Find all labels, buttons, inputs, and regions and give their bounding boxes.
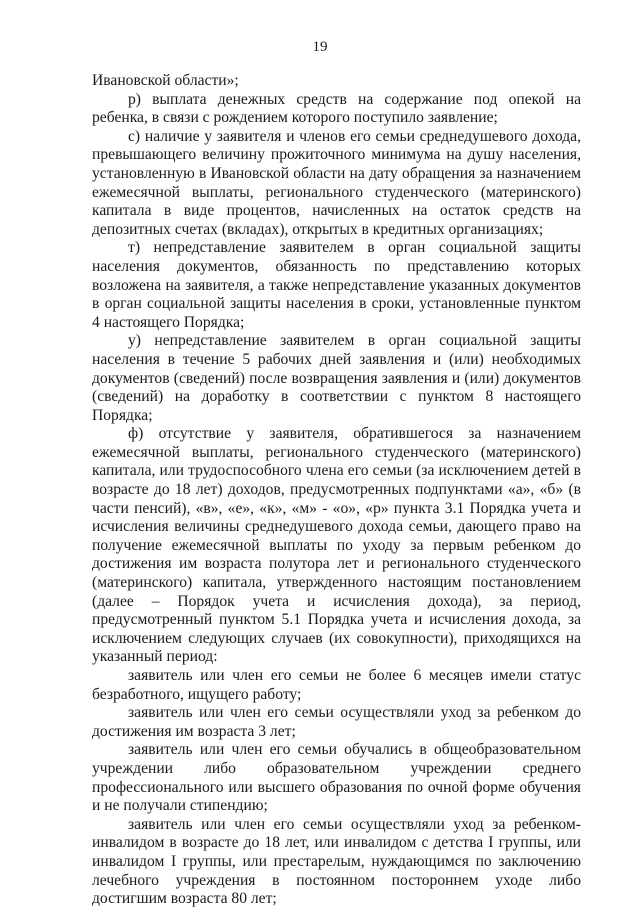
paragraph-exception-students: заявитель или член его семьи обучались в общеобразовательном учреждении либо образовательном учреждении среднего профессионального или высшего образования по очной форме обучения и не получали стипендию; [92,741,581,815]
paragraph-exception-care-disabled: заявитель или член его семьи осуществляли уход за ребенком-инвалидом в возрасте до 18 лет, или инвалидом с детства I группы, или инвалидом I группы, или престарелым, нуждающимся по заключению лечебного учреждения в постоянном постороннем уходе либо достигшим возраста 80 лет; [92,815,581,908]
paragraph-exception-unemployed: заявитель или член его семьи не более 6 месяцев имели статус безработного, ищущего работу; [92,667,581,703]
paragraph-item-t: т) непредставление заявителем в орган социальной защиты населения документов, обязанность по представлению которых возложена на заявителя, а также непредставление указанных документов в орган социальной защиты населения в сроки, установленные пунктом 4 настоящего Порядка; [92,239,581,331]
page-number: 19 [312,39,328,55]
paragraph-item-s: с) наличие у заявителя и членов его семьи среднедушевого дохода, превышающего величину прожиточного минимума на душу населения, установленную в Ивановской области на дату обращения за назначением ежемесячной выплаты, регионального студенческого (материнского) капитала в виде процентов, начисленных на остаток средств на депозитных счетах (вкладах), открытых в кредитных организациях; [92,127,581,238]
document-body [92,72,581,909]
paragraph-item-f: ф) отсутствие у заявителя, обратившегося за назначением ежемесячной выплаты, регионального студенческого (материнского) капитала, или трудоспособного члена его семьи (за исключением детей в возрасте до 18 лет) доходов, предусмотренных подпунктами «а», «б» (в части пенсий), «в», «е», «к», «м» - «о», «р» пункта 3.1 Порядка учета и исчисления величины среднедушевого дохода семьи, дающего право на получение ежемесячной выплаты по уходу за первым ребенком до достижения им возраста полутора лет и регионального студенческого (материнского) капитала, утвержденного настоящим постановлением (далее – Порядок учета и исчисления дохода), за период, предусмотренный пунктом 5.1 Порядка учета и исчисления дохода, за исключением следующих случаев (их совокупности), приходящихся на указанный период: [92,425,581,666]
paragraph-exception-childcare: заявитель или член его семьи осуществляли уход за ребенком до достижения им возраста 3 лет; [92,704,581,740]
paragraph-item-r: р) выплата денежных средств на содержание под опекой на ребенка, в связи с рождением которого поступило заявление; [92,90,581,127]
paragraph-continuation: Ивановской области»; [92,72,239,89]
paragraph-item-u: у) непредставление заявителем в орган социальной защиты населения в течение 5 рабочих дней заявления и (или) необходимых документов (сведений) после возвращения заявления и (или) документов (сведений) на доработку в соответствии с пунктом 8 настоящего Порядка; [92,332,581,424]
